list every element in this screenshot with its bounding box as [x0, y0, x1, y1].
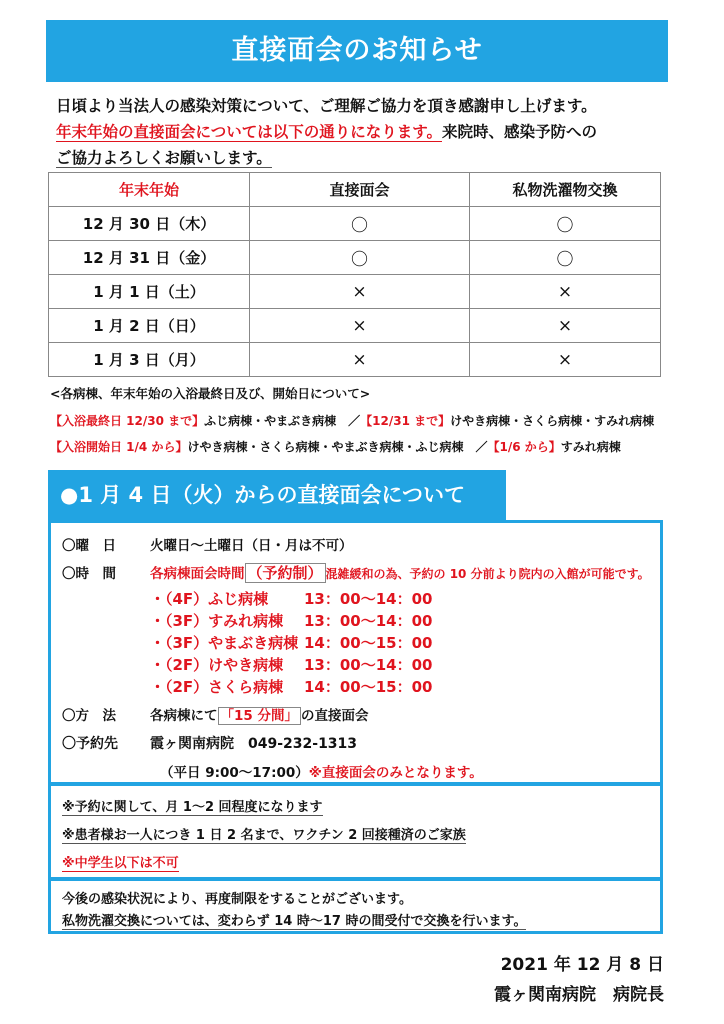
row-date: 1 月 1 日（土） — [49, 275, 250, 309]
method-row — [62, 704, 369, 724]
row-laundry-mark: 〇 — [470, 207, 661, 241]
time-row — [62, 562, 650, 582]
bath-title: <各病棟、年末年始の入浴最終日及び、開始日について> — [50, 386, 371, 401]
note-3: ※中学生以下は不可 — [62, 856, 179, 871]
row-visit-mark: × — [250, 275, 470, 309]
ward-item: ・（2F）けやき病棟 13：00～14：00 — [150, 656, 433, 674]
time-label: 〇時 間 — [62, 566, 116, 582]
ward-item: ・（3F）やまぶき病棟 14：00～15：00 — [150, 634, 433, 652]
row-visit-mark: × — [250, 309, 470, 343]
method-label: 〇方 法 — [62, 708, 116, 724]
day-label: 〇曜 日 — [62, 538, 116, 554]
reserve-label: 〇予約先 — [62, 736, 118, 752]
row-laundry-mark: × — [470, 309, 661, 343]
signature: 霞ヶ関南病院 病院長 — [494, 985, 664, 1005]
schedule-header-row — [49, 173, 661, 207]
row-visit-mark: 〇 — [250, 207, 470, 241]
row-date: 12 月 30 日（木） — [49, 207, 250, 241]
reserve-hours-row — [160, 761, 483, 781]
reserve-note: ※直接面会のみとなります。 — [308, 765, 483, 781]
row-date: 12 月 31 日（金） — [49, 241, 250, 275]
ward-item: ・（2F）さくら病棟 14：00～15：00 — [150, 678, 433, 696]
note-1: ※予約に関して、月 1～2 回程度になります — [62, 800, 323, 815]
intro-red-text: 年末年始の直接面会については以下の通りになります。 — [56, 123, 442, 141]
intro-line-2 — [56, 119, 696, 145]
note-2: ※患者様お一人につき 1 日 2 名まで、ワクチン 2 回接種済のご家族 — [62, 828, 466, 843]
ward-item: ・（4F）ふじ病棟 13：00～14：00 — [150, 590, 433, 608]
ward-item: ・（3F）すみれ病棟 13：00～14：00 — [150, 612, 433, 630]
table-row — [49, 207, 661, 241]
table-row — [49, 309, 661, 343]
time-value: 各病棟面会時間 （予約制） 混雑緩和の為、予約の 10 分前より院内の入館が可能です。 — [150, 564, 650, 582]
row-date: 1 月 2 日（日） — [49, 309, 250, 343]
day-row — [62, 534, 353, 554]
reserve-row — [62, 733, 358, 753]
intro-line-3: ご協力よろしくお願いします。 — [56, 149, 272, 167]
table-row — [49, 343, 661, 377]
row-laundry-mark: × — [470, 343, 661, 377]
reserve-hours: （平日 9:00～17:00） — [160, 765, 309, 781]
footer-line-2: 私物洗濯交換については、変わらず 14 時～17 時の間受付で交換を行います。 — [62, 914, 527, 929]
reserve-value: 霞ヶ関南病院 049-232-1313 — [150, 736, 358, 752]
bath-line-1: 【入浴最終日 12/30 まで】ふじ病棟・やまぶき病棟 ／【12/31 まで】けやき病棟・さくら病棟・すみれ病棟 — [50, 414, 655, 428]
method-value: 各病棟にて 「15 分間」 の直接面会 — [150, 708, 369, 724]
page-title: 直接面会のお知らせ — [46, 20, 668, 82]
intro-line-2-rest: 来院時、感染予防への — [441, 123, 597, 141]
schedule-table — [48, 172, 661, 377]
row-laundry-mark: × — [470, 275, 661, 309]
intro-line-1: 日頃より当法人の感染対策について、ご理解ご協力を頂き感謝申し上げます。 — [56, 97, 597, 115]
footer-line-1: 今後の感染状況により、再度制限をすることがございます。 — [62, 892, 412, 907]
row-visit-mark: × — [250, 343, 470, 377]
row-date: 1 月 3 日（月） — [49, 343, 250, 377]
row-visit-mark: 〇 — [250, 241, 470, 275]
header-direct-visit: 直接面会 — [250, 173, 470, 207]
intro-text — [56, 93, 696, 171]
row-laundry-mark: 〇 — [470, 241, 661, 275]
header-laundry: 私物洗濯物交換 — [470, 173, 661, 207]
bath-line-2: 【入浴開始日 1/4 から】けやき病棟・さくら病棟・やまぶき病棟・ふじ病棟 ／【1/6 から】すみれ病棟 — [50, 440, 621, 454]
day-value: 火曜日～土曜日（日・月は不可） — [150, 538, 353, 554]
table-row — [49, 241, 661, 275]
section-title: ●1 月 4 日（火）からの直接面会について — [48, 470, 506, 520]
issue-date: 2021 年 12 月 8 日 — [500, 955, 664, 975]
table-row — [49, 275, 661, 309]
header-year-end: 年末年始 — [49, 173, 250, 207]
